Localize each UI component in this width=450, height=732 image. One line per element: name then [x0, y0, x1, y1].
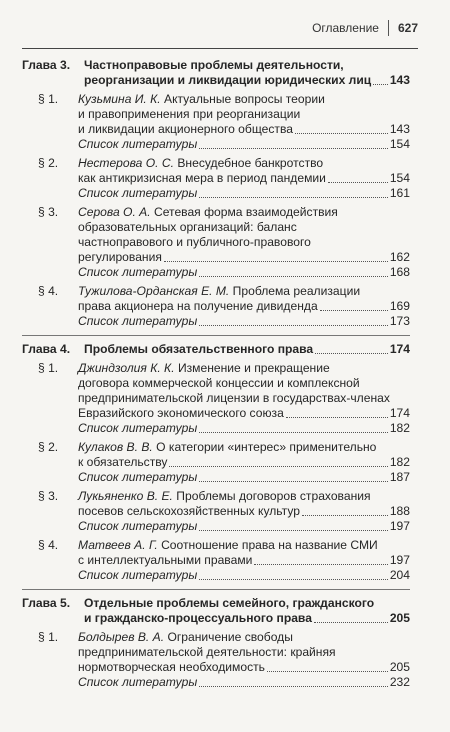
- section-title-line: Изменение и прекращение: [177, 361, 330, 375]
- section-title-row: [78, 284, 410, 299]
- chapter-entry: [22, 342, 410, 583]
- section-author: Серова О. А.: [78, 205, 151, 219]
- chapter-label: Глава 4.: [22, 342, 71, 356]
- section-entry: [22, 538, 410, 583]
- chapter-title-last-line: [84, 611, 410, 626]
- bibliography-label: Список литературы: [78, 568, 198, 582]
- dot-leader: [199, 148, 388, 149]
- section-author: Матвеев А. Г.: [78, 538, 158, 552]
- section-title-row: [78, 107, 410, 122]
- section-entry: [22, 489, 410, 534]
- section-title-line: Проблемы договоров страхования: [176, 489, 371, 503]
- entry-page-number: 188: [389, 504, 410, 518]
- section-title-line: как антикризисная мера в период пандемии: [78, 171, 326, 185]
- entry-page-number: 182: [389, 455, 410, 469]
- entry-text: [78, 122, 293, 137]
- section-body: [78, 205, 410, 280]
- entry-page-number: 143: [389, 122, 410, 136]
- header-rule: [22, 48, 418, 49]
- section-title-row: [78, 391, 410, 406]
- dot-leader: [295, 133, 388, 134]
- section-number: § 1.: [38, 361, 59, 375]
- entry-text: [78, 470, 197, 485]
- section-title-line: посевов сельскохозяйственных культур: [78, 504, 300, 518]
- section-entry: [22, 361, 410, 436]
- entry-page-number: 174: [389, 342, 410, 356]
- section-title-last-line: [78, 250, 410, 265]
- dot-leader: [199, 197, 388, 198]
- chapter-divider: [22, 335, 410, 336]
- section-entry: [22, 630, 410, 690]
- entry-page-number: 154: [389, 171, 410, 185]
- dot-leader: [267, 671, 388, 672]
- entry-text: [78, 186, 197, 201]
- entry-page-number: 187: [389, 470, 410, 484]
- section-title-row: [78, 92, 410, 107]
- section-title-text: [78, 235, 311, 250]
- dot-leader: [199, 432, 388, 433]
- bibliography-label: Список литературы: [78, 519, 198, 533]
- section-title-line: права акционера на получение дивиденда: [78, 299, 318, 313]
- dot-leader: [199, 579, 388, 580]
- entry-text: [78, 568, 197, 583]
- bibliography-entry: [78, 265, 410, 280]
- section-author: Тужилова-Орданская Е. М.: [78, 284, 230, 298]
- section-author: Кулаков В. В.: [78, 440, 153, 454]
- dot-leader: [199, 276, 388, 277]
- chapter-title-last-line: [84, 73, 410, 88]
- section-title-text: [78, 92, 325, 107]
- section-number: § 1.: [38, 630, 59, 644]
- bibliography-entry: [78, 314, 410, 329]
- entry-page-number: 197: [389, 519, 410, 533]
- section-body: [78, 489, 410, 534]
- chapter-title-line: Проблемы обязательственного права: [84, 342, 314, 356]
- section-body: [78, 361, 410, 436]
- section-author: Лукьяненко В. Е.: [78, 489, 173, 503]
- bibliography-label: Список литературы: [78, 265, 198, 279]
- section-title-line: договора коммерческой концессии и комплексной: [78, 376, 360, 390]
- bibliography-label: Список литературы: [78, 470, 198, 484]
- section-entry: [22, 440, 410, 485]
- entry-text: [78, 455, 167, 470]
- chapter-title-text: Отдельные проблемы семейного, гражданского: [84, 596, 375, 610]
- entry-text: [78, 314, 197, 329]
- section-title-text: [78, 284, 360, 299]
- section-title-line: с интеллектуальными правами: [78, 553, 253, 567]
- section-title-text: [78, 205, 338, 220]
- section-title-line: О категории «интерес» применительно: [156, 440, 377, 454]
- entry-text: [78, 421, 197, 436]
- section-title-line: Проблема реализации: [232, 284, 361, 298]
- section-author: Кузьмина И. К.: [78, 92, 161, 106]
- chapter-title-line: и гражданско-процессуального права: [84, 611, 312, 625]
- section-title-row: [78, 630, 410, 645]
- section-title-last-line: [78, 455, 410, 470]
- dot-leader: [199, 530, 388, 531]
- section-title-row: [78, 156, 410, 171]
- bibliography-entry: [78, 421, 410, 436]
- section-title-line: частноправового и публичного-правового: [78, 235, 311, 249]
- entry-text: [78, 519, 197, 534]
- section-title-text: [78, 538, 378, 553]
- dot-leader: [164, 261, 388, 262]
- chapter-heading: [22, 596, 410, 626]
- bibliography-entry: [78, 519, 410, 534]
- bibliography-entry: [78, 568, 410, 583]
- entry-text: [84, 611, 312, 626]
- section-author: Нестерова О. С.: [78, 156, 174, 170]
- section-title-row: [78, 361, 410, 376]
- section-title-last-line: [78, 406, 410, 421]
- section-title-row: [78, 440, 410, 455]
- section-title-line: и правоприменения при реорганизации: [78, 107, 301, 121]
- section-title-row: [78, 645, 410, 660]
- section-body: [78, 92, 410, 152]
- section-author: Джиндзолия К. К.: [78, 361, 175, 375]
- entry-page-number: 169: [389, 299, 410, 313]
- entry-text: [78, 675, 197, 690]
- entry-text: [78, 171, 326, 186]
- chapter-title: [84, 58, 410, 88]
- section-title-text: [78, 440, 376, 455]
- section-number: § 1.: [38, 92, 59, 106]
- section-title-text: [78, 391, 390, 406]
- page-number: 627: [397, 21, 418, 35]
- entry-page-number: 182: [389, 421, 410, 435]
- bibliography-entry: [78, 675, 410, 690]
- entry-page-number: 204: [389, 568, 410, 582]
- section-title-line: Евразийского экономического союза: [78, 406, 284, 420]
- bibliography-label: Список литературы: [78, 314, 198, 328]
- dot-leader: [254, 564, 387, 565]
- section-title-row: [78, 376, 410, 391]
- chapter-heading: [22, 58, 410, 88]
- chapter-label: Глава 3.: [22, 58, 71, 72]
- chapter-entry: [22, 58, 410, 329]
- section-title-row: [78, 538, 410, 553]
- entry-page-number: 154: [389, 137, 410, 151]
- section-title-text: [78, 156, 323, 171]
- entry-text: [78, 504, 300, 519]
- section-title-line: Ограничение свободы: [167, 630, 293, 644]
- entry-page-number: 168: [389, 265, 410, 279]
- section-title-line: образовательных организаций: баланс: [78, 220, 297, 234]
- chapter-title: [84, 596, 410, 626]
- dot-leader: [302, 515, 388, 516]
- entry-page-number: 174: [389, 406, 410, 420]
- section-title-text: [78, 361, 330, 376]
- running-header-title: Оглавление: [312, 21, 379, 35]
- section-title-text: [78, 107, 300, 122]
- chapter-title-line: реорганизации и ликвидации юридических лиц: [84, 73, 372, 87]
- chapter-title-text: Частноправовые проблемы деятельности,: [84, 58, 344, 72]
- section-title-last-line: [78, 660, 410, 675]
- chapter-entry: [22, 596, 410, 690]
- section-body: [78, 630, 410, 690]
- section-title-row: [78, 235, 410, 250]
- dot-leader: [373, 84, 388, 85]
- entry-page-number: 232: [389, 675, 410, 689]
- section-title-text: [78, 220, 297, 235]
- dot-leader: [169, 466, 387, 467]
- section-entry: [22, 156, 410, 201]
- section-number: § 3.: [38, 205, 59, 219]
- dot-leader: [328, 182, 388, 183]
- section-title-line: предпринимательской деятельности: крайняя: [78, 645, 336, 659]
- entry-text: [78, 660, 265, 675]
- section-title-line: к обязательству: [78, 455, 168, 469]
- section-title-last-line: [78, 171, 410, 186]
- entry-page-number: 161: [389, 186, 410, 200]
- section-title-last-line: [78, 299, 410, 314]
- section-title-line: Актуальные вопросы теории: [164, 92, 325, 106]
- section-title-row: [78, 220, 410, 235]
- bibliography-label: Список литературы: [78, 137, 198, 151]
- chapter-divider: [22, 589, 410, 590]
- section-title-last-line: [78, 122, 410, 137]
- chapter-title-line: [84, 58, 410, 73]
- dot-leader: [199, 481, 388, 482]
- section-title-row: [78, 205, 410, 220]
- section-title-line: Внесудебное банкротство: [177, 156, 324, 170]
- section-title-text: [78, 630, 293, 645]
- section-title-line: Соотношение права на название СМИ: [161, 538, 378, 552]
- entry-page-number: 143: [389, 73, 410, 87]
- entry-page-number: 205: [389, 660, 410, 674]
- header-separator: [388, 20, 389, 36]
- entry-text: [78, 406, 284, 421]
- section-title-last-line: [78, 504, 410, 519]
- entry-text: [84, 73, 371, 88]
- entry-text: [78, 250, 162, 265]
- bibliography-entry: [78, 470, 410, 485]
- entry-page-number: 205: [389, 611, 410, 625]
- dot-leader: [199, 686, 388, 687]
- section-title-line: предпринимательской лицензии в государствах-членах: [78, 391, 390, 405]
- section-body: [78, 538, 410, 583]
- section-number: § 2.: [38, 156, 59, 170]
- bibliography-label: Список литературы: [78, 421, 198, 435]
- chapter-title-last-line: [84, 342, 410, 357]
- dot-leader: [320, 310, 388, 311]
- section-title-text: [78, 489, 371, 504]
- chapter-title-line: [84, 596, 410, 611]
- entry-page-number: 197: [389, 553, 410, 567]
- dot-leader: [199, 325, 388, 326]
- section-title-text: [78, 645, 336, 660]
- entry-text: [78, 553, 252, 568]
- section-body: [78, 440, 410, 485]
- section-number: § 2.: [38, 440, 59, 454]
- section-title-last-line: [78, 553, 410, 568]
- bibliography-label: Список литературы: [78, 186, 198, 200]
- section-title-line: нормотворческая необходимость: [78, 660, 265, 674]
- section-entry: [22, 92, 410, 152]
- entry-page-number: 173: [389, 314, 410, 328]
- section-title-line: и ликвидации акционерного общества: [78, 122, 293, 136]
- dot-leader: [315, 353, 388, 354]
- entry-page-number: 162: [389, 250, 410, 264]
- chapter-heading: [22, 342, 410, 357]
- section-number: § 4.: [38, 538, 59, 552]
- section-number: § 3.: [38, 489, 59, 503]
- section-body: [78, 284, 410, 329]
- entry-text: [78, 299, 318, 314]
- running-header: [312, 20, 418, 36]
- entry-text: [84, 342, 313, 357]
- section-title-row: [78, 489, 410, 504]
- section-title-line: регулирования: [78, 250, 162, 264]
- bibliography-entry: [78, 186, 410, 201]
- section-title-line: Сетевая форма взаимодействия: [153, 205, 338, 219]
- chapter-title: [84, 342, 410, 357]
- section-entry: [22, 205, 410, 280]
- chapter-label: Глава 5.: [22, 596, 71, 610]
- section-author: Болдырев В. А.: [78, 630, 165, 644]
- section-title-text: [78, 376, 360, 391]
- section-entry: [22, 284, 410, 329]
- dot-leader: [314, 622, 388, 623]
- bibliography-label: Список литературы: [78, 675, 198, 689]
- table-of-contents: [22, 58, 410, 696]
- entry-text: [78, 137, 197, 152]
- entry-text: [78, 265, 197, 280]
- bibliography-entry: [78, 137, 410, 152]
- section-body: [78, 156, 410, 201]
- section-number: § 4.: [38, 284, 59, 298]
- dot-leader: [286, 417, 388, 418]
